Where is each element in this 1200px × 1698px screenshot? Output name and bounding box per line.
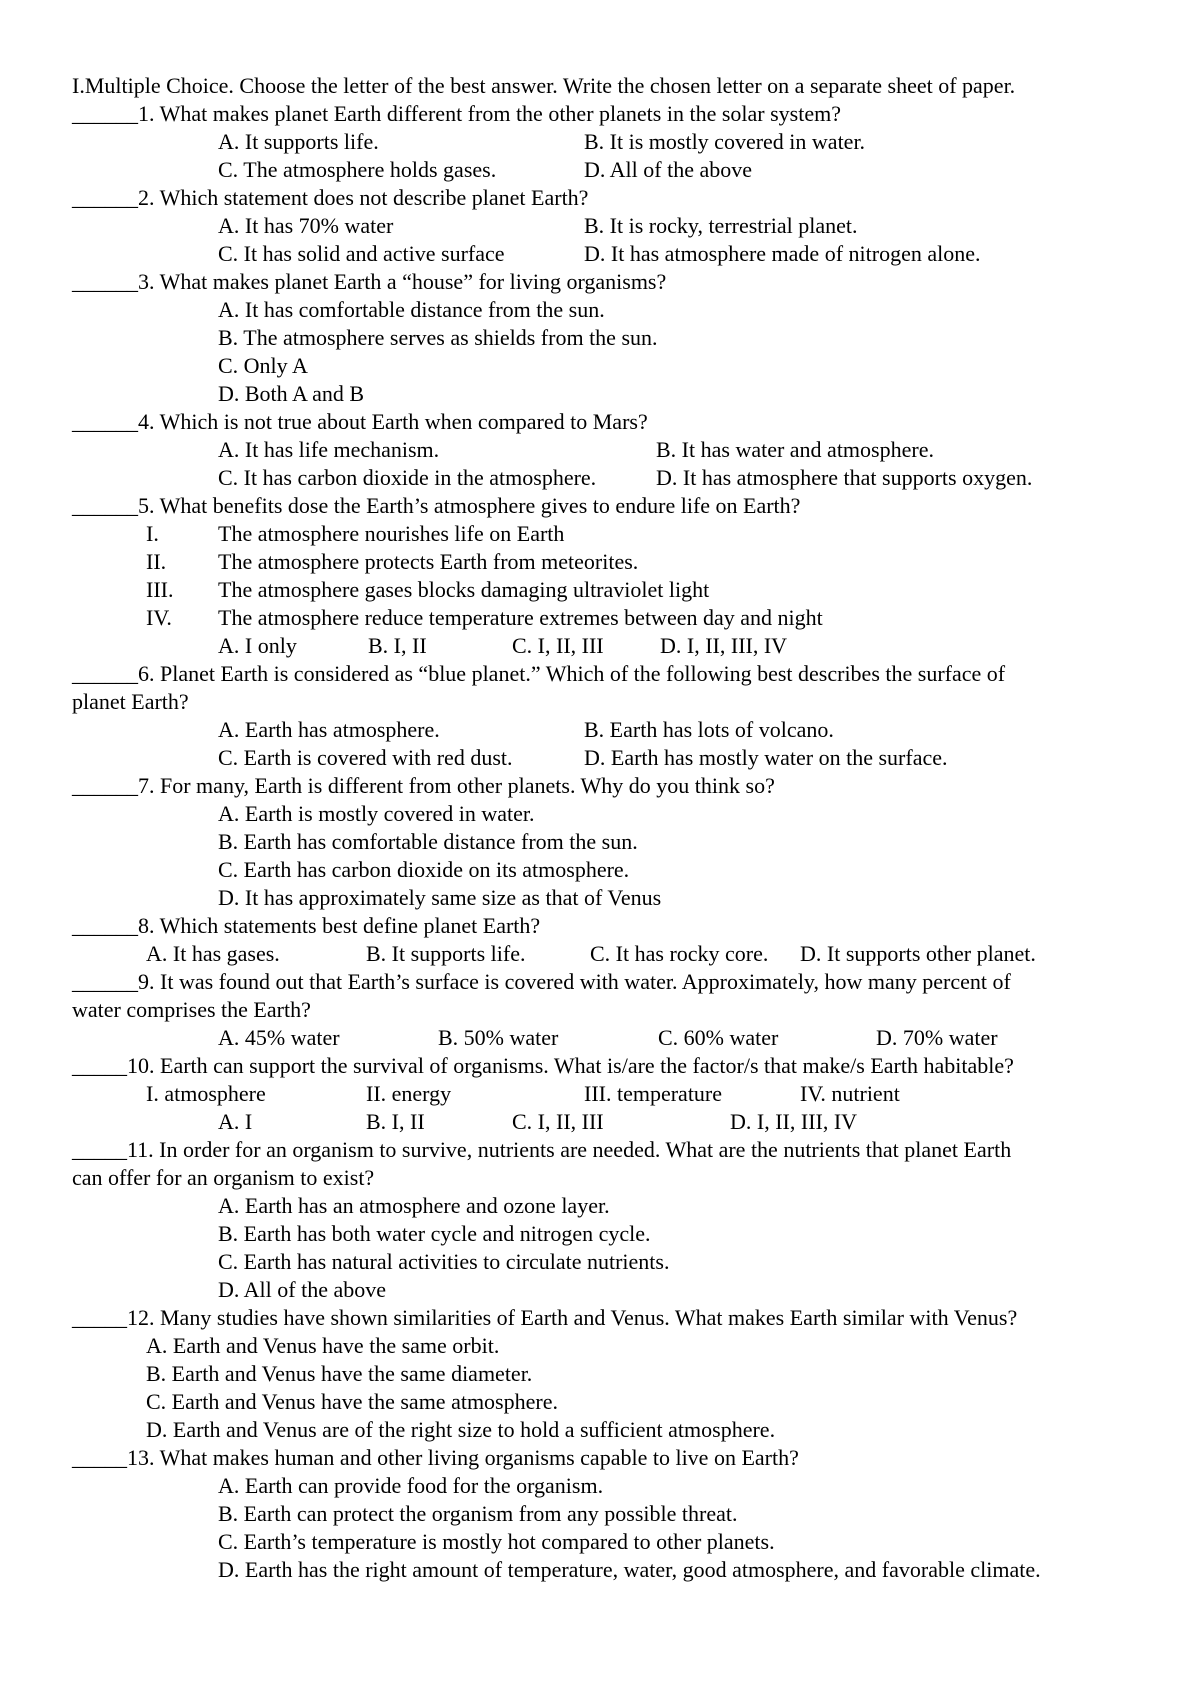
question-9-option-b: B. 50% water [438,1025,559,1050]
question-3-option-b: B. The atmosphere serves as shields from the sun. [218,325,658,350]
section-instructions: I.Multiple Choice. Choose the letter of the best answer. Write the chosen letter on a separate sheet of paper. [72,73,1016,98]
question-6-option-b: B. Earth has lots of volcano. [584,717,834,742]
question-9-option-c: C. 60% water [658,1025,779,1050]
question-10-item: I. atmosphere [146,1081,266,1106]
question-12-option-c: C. Earth and Venus have the same atmosphere. [146,1389,558,1414]
question-9-option-a: A. 45% water [218,1025,340,1050]
question-10-item: II. energy [366,1081,452,1106]
question-10-item: III. temperature [584,1081,723,1106]
question-11-option-d: D. All of the above [218,1277,387,1302]
question-2-option-a: A. It has 70% water [218,213,394,238]
question-9-option-d: D. 70% water [876,1025,998,1050]
question-11-option-c: C. Earth has natural activities to circulate nutrients. [218,1249,670,1274]
question-12-option-b: B. Earth and Venus have the same diameter. [146,1361,533,1386]
question-3-option-a: A. It has comfortable distance from the sun. [218,297,605,322]
question-10-stem: _____10. Earth can support the survival of organisms. What is/are the factor/s that make/s Earth habitable? [72,1053,1014,1078]
question-2-option-d: D. It has atmosphere made of nitrogen alone. [584,241,981,266]
question-7-stem: ______7. For many, Earth is different from other planets. Why do you think so? [72,773,775,798]
question-4-option-a: A. It has life mechanism. [218,437,440,462]
question-9-stem-continued: water comprises the Earth? [72,997,311,1022]
question-3-stem: ______3. What makes planet Earth a “house” for living organisms? [72,269,667,294]
question-5-item-number: IV. [146,605,172,630]
question-1-option-a: A. It supports life. [218,129,379,154]
question-5-item-text: The atmosphere protects Earth from meteorites. [218,549,639,574]
question-10-option-c: C. I, II, III [512,1109,604,1134]
question-5-item-number: III. [146,577,174,602]
question-1-stem: ______1. What makes planet Earth different from the other planets in the solar system? [72,101,841,126]
question-5-option-c: C. I, II, III [512,633,604,658]
question-8-option-a: A. It has gases. [146,941,280,966]
question-12-option-a: A. Earth and Venus have the same orbit. [146,1333,500,1358]
question-5-item-number: I. [146,521,159,546]
question-13-option-a: A. Earth can provide food for the organism. [218,1473,604,1498]
question-13-option-c: C. Earth’s temperature is mostly hot compared to other planets. [218,1529,775,1554]
question-5-option-a: A. I only [218,633,297,658]
question-8-option-c: C. It has rocky core. [590,941,769,966]
question-11-stem: _____11. In order for an organism to survive, nutrients are needed. What are the nutrients that planet Earth [72,1137,1012,1162]
question-3-option-d: D. Both A and B [218,381,365,406]
question-5-item-text: The atmosphere nourishes life on Earth [218,521,565,546]
question-2-option-b: B. It is rocky, terrestrial planet. [584,213,858,238]
question-4-stem: ______4. Which is not true about Earth when compared to Mars? [72,409,648,434]
question-4-option-d: D. It has atmosphere that supports oxygen. [656,465,1033,490]
question-2-option-c: C. It has solid and active surface [218,241,505,266]
question-10-item: IV. nutrient [800,1081,900,1106]
question-5-item-text: The atmosphere reduce temperature extremes between day and night [218,605,823,630]
question-1-option-d: D. All of the above [584,157,753,182]
question-8-stem: ______8. Which statements best define planet Earth? [72,913,541,938]
question-4-option-b: B. It has water and atmosphere. [656,437,934,462]
question-8-option-d: D. It supports other planet. [800,941,1036,966]
question-6-stem: ______6. Planet Earth is considered as “blue planet.” Which of the following best describes the surface of [72,661,1006,686]
question-7-option-b: B. Earth has comfortable distance from the sun. [218,829,638,854]
question-2-stem: ______2. Which statement does not describe planet Earth? [72,185,589,210]
question-11-option-a: A. Earth has an atmosphere and ozone layer. [218,1193,610,1218]
question-5-option-b: B. I, II [368,633,427,658]
question-7-option-a: A. Earth is mostly covered in water. [218,801,535,826]
question-5-item-number: II. [146,549,167,574]
question-13-option-d: D. Earth has the right amount of temperature, water, good atmosphere, and favorable climate. [218,1557,1041,1582]
question-1-option-b: B. It is mostly covered in water. [584,129,866,154]
question-13-option-b: B. Earth can protect the organism from any possible threat. [218,1501,738,1526]
question-6-stem-continued: planet Earth? [72,689,189,714]
question-5-stem: ______5. What benefits dose the Earth’s atmosphere gives to endure life on Earth? [72,493,801,518]
question-3-option-c: C. Only A [218,353,308,378]
question-6-option-a: A. Earth has atmosphere. [218,717,440,742]
question-11-stem-continued: can offer for an organism to exist? [72,1165,375,1190]
question-13-stem: _____13. What makes human and other living organisms capable to live on Earth? [72,1445,799,1470]
question-4-option-c: C. It has carbon dioxide in the atmosphere. [218,465,597,490]
question-12-stem: _____12. Many studies have shown similarities of Earth and Venus. What makes Earth similar with Venus? [72,1305,1018,1330]
question-10-option-a: A. I [218,1109,253,1134]
question-10-option-b: B. I, II [366,1109,425,1134]
question-9-stem: ______9. It was found out that Earth’s surface is covered with water. Approximately, how many percent of [72,969,1011,994]
question-7-option-d: D. It has approximately same size as that of Venus [218,885,662,910]
question-12-option-d: D. Earth and Venus are of the right size to hold a sufficient atmosphere. [146,1417,776,1442]
question-8-option-b: B. It supports life. [366,941,526,966]
question-10-option-d: D. I, II, III, IV [730,1109,858,1134]
question-6-option-d: D. Earth has mostly water on the surface. [584,745,948,770]
question-5-item-text: The atmosphere gases blocks damaging ultraviolet light [218,577,710,602]
question-7-option-c: C. Earth has carbon dioxide on its atmosphere. [218,857,630,882]
question-1-option-c: C. The atmosphere holds gases. [218,157,497,182]
question-5-option-d: D. I, II, III, IV [660,633,788,658]
question-6-option-c: C. Earth is covered with red dust. [218,745,513,770]
question-11-option-b: B. Earth has both water cycle and nitrogen cycle. [218,1221,651,1246]
